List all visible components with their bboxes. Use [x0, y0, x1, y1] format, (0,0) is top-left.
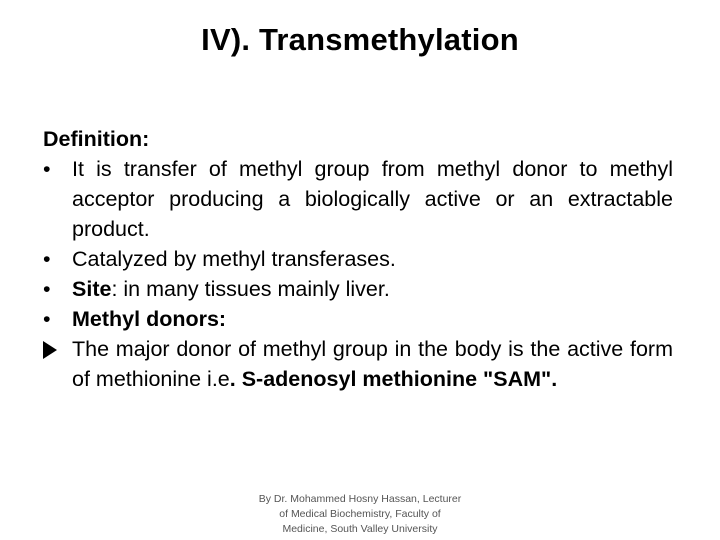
arrow-item-text: The major donor of methyl group in the body is the active form of methionine i.e — [72, 337, 673, 391]
footer-line: Medicine, South Valley University — [282, 523, 438, 535]
arrow-bullet-icon — [43, 334, 71, 367]
bullet-icon: • — [43, 247, 51, 271]
footer-line: of Medical Biochemistry, Faculty of — [279, 508, 441, 520]
bullet-bold-label: Methyl donors: — [72, 307, 227, 331]
arrow-item-major-donor — [43, 334, 673, 394]
bullet-text: It is transfer of methyl group from methyl donor to methyl acceptor producing a biologically active or an extractable product. — [72, 157, 673, 241]
bullet-item-definition — [43, 154, 673, 244]
bullet-text: Catalyzed by methyl transferases. — [72, 247, 396, 271]
bullet-icon: • — [43, 307, 51, 331]
author-footer — [230, 492, 490, 537]
bullet-bold-label: Site — [72, 277, 112, 301]
bullet-item-methyl-donors — [43, 304, 673, 334]
arrow-item-bold: . S-adenosyl methionine "SAM". — [229, 367, 558, 391]
footer-line: By Dr. Mohammed Hosny Hassan, Lecturer — [258, 493, 462, 505]
bullet-item-site — [43, 274, 673, 304]
bullet-text: : in many tissues mainly liver. — [111, 277, 390, 301]
bullet-icon: • — [43, 157, 51, 181]
bullet-icon: • — [43, 277, 51, 301]
bullet-item-catalyzed — [43, 244, 673, 274]
slide-title: IV). Transmethylation — [201, 22, 519, 57]
slide-content — [43, 124, 673, 394]
definition-heading: Definition: — [43, 127, 150, 151]
